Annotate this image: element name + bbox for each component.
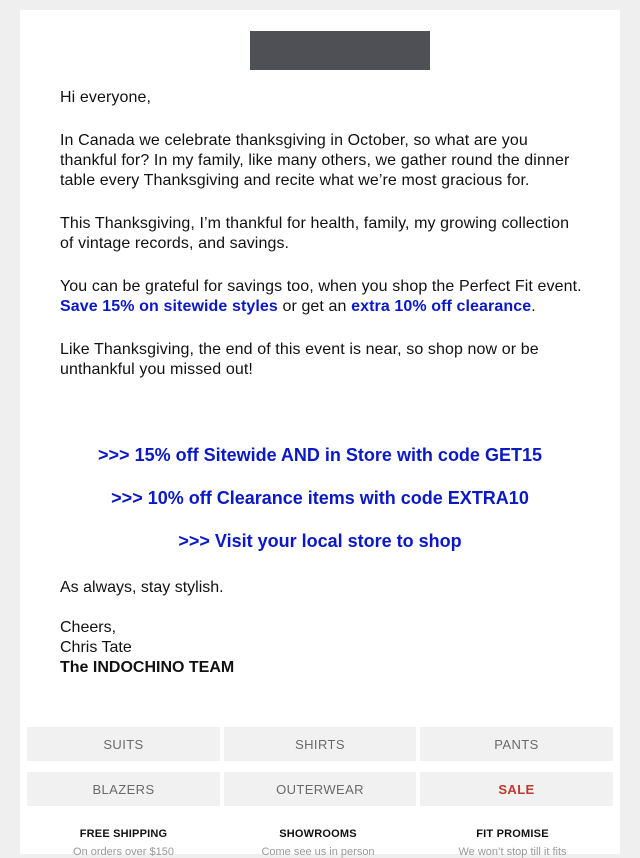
footer-subtitle: We won’t stop till it fits [458,846,567,858]
clearance-link[interactable]: extra 10% off clearance [351,298,532,315]
footer-subtitle: On orders over $150 [73,846,174,858]
spacer [60,598,560,618]
nav-blazers-button[interactable]: BLAZERS [27,772,220,806]
category-nav [27,727,613,806]
brand-logo[interactable] [250,31,430,70]
signer-name: Chris Tate [60,639,132,656]
signoff [60,578,560,678]
paragraph-3-text: You can be grateful for savings too, when you shop the Perfect Fit event. [60,278,582,295]
cta-sitewide-link[interactable]: >>> 15% off Sitewide AND in Store with code GET15 [98,445,542,465]
cta-clearance-link[interactable]: >>> 10% off Clearance items with code EXTRA10 [111,488,529,508]
paragraph-4: Like Thanksgiving, the end of this event is near, so shop now or be unthankful you missed out! [60,341,539,378]
footer-title: FIT PROMISE [476,828,549,840]
greeting: Hi everyone, [60,89,152,106]
closing-line: As always, stay stylish. [60,579,224,596]
nav-outerwear-button[interactable]: OUTERWEAR [224,772,416,806]
nav-sale-button[interactable]: SALE [420,772,613,806]
team-name: The INDOCHINO TEAM [60,659,235,676]
paragraph-3 [60,277,585,317]
paragraph-3-end: . [531,298,536,315]
nav-pants-button[interactable]: PANTS [420,727,613,761]
footer-title: FREE SHIPPING [79,828,168,840]
footer-subtitle: Come see us in person [261,846,375,858]
cta-store-link[interactable]: >>> Visit your local store to shop [178,531,462,551]
nav-shirts-button[interactable]: SHIRTS [224,727,416,761]
nav-suits-button[interactable]: SUITS [27,727,220,761]
sitewide-link[interactable]: Save 15% on sitewide styles [60,298,278,315]
paragraph-1: In Canada we celebrate thanksgiving in October, so what are you thankful for? In my family, like many others, we gather round the dinner table every Thanksgiving and recite what we’re most gracious for. [60,132,570,189]
paragraph-2: This Thanksgiving, I’m thankful for health, family, my growing collection of vintage records, and savings. [60,215,570,252]
cheers-line: Cheers, [60,619,117,636]
paragraph-3-middle: or get an [277,298,352,315]
email-body [60,88,585,403]
footer-title: SHOWROOMS [279,828,357,840]
